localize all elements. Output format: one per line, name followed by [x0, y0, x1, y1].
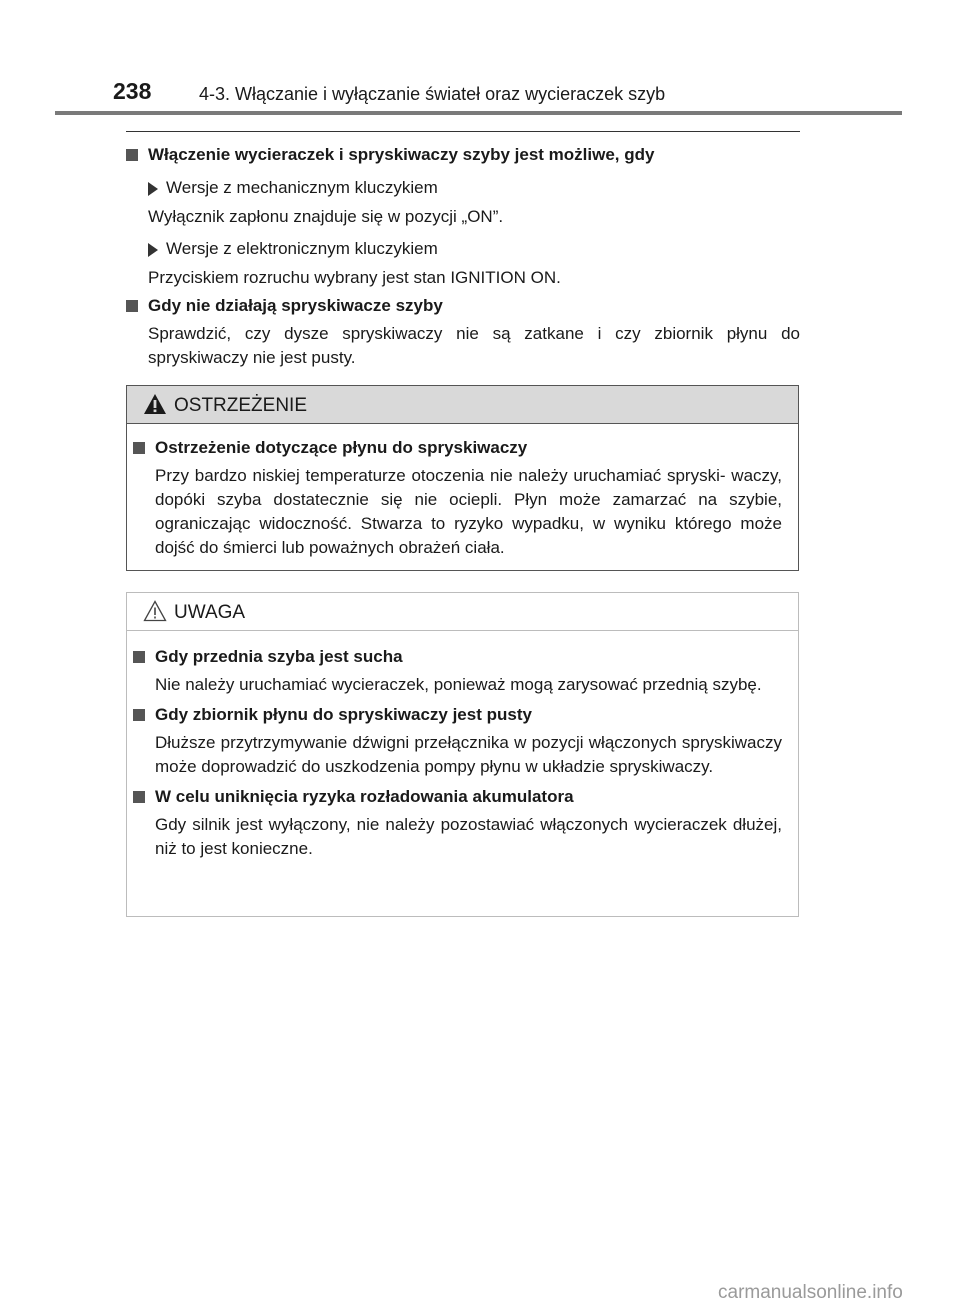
- warning-box-body: [127, 424, 798, 572]
- page-header: [0, 0, 960, 118]
- header-divider: [55, 111, 902, 115]
- paragraph: Sprawdzić, czy dysze spryskiwaczy nie są zatkane i czy zbiornik płynu do spryskiwaczy nie jest pusty.: [148, 324, 800, 367]
- chapter-title: 4-3. Włączanie i wyłączanie świateł oraz wycieraczek szyb: [199, 84, 666, 104]
- warning-heading: [133, 434, 782, 462]
- watermark: carmanualsonline.info: [718, 1282, 903, 1303]
- square-bullet-icon: [126, 300, 138, 312]
- caution-text: Gdy silnik jest wyłączony, nie należy pozostawiać włączonych wycieraczek dłużej, niż to jest konieczne.: [155, 815, 782, 858]
- paragraph: Wyłącznik zapłonu znajduje się w pozycji „ON”.: [148, 207, 504, 226]
- section-heading: [126, 292, 800, 320]
- variant-item: [126, 176, 800, 200]
- caution-heading-text: Gdy zbiornik płynu do spryskiwaczy jest pusty: [155, 705, 532, 724]
- triangle-bullet-icon: [148, 182, 158, 196]
- variant-label: Wersje z mechanicznym kluczykiem: [166, 178, 438, 197]
- warning-box-header: [127, 386, 798, 424]
- caution-text: Nie należy uruchamiać wycieraczek, ponieważ mogą zarysować przednią szybę.: [155, 675, 762, 694]
- warning-box-title: OSTRZEŻENIE: [174, 395, 308, 416]
- caution-box-body: [127, 631, 798, 873]
- square-bullet-icon: [133, 709, 145, 721]
- warning-heading-text: Ostrzeżenie dotyczące płynu do spryskiwaczy: [155, 438, 528, 457]
- caution-text: Dłuższe przytrzymywanie dźwigni przełącznika w pozycji włączonych spryskiwaczy może doprowadzić do uszkodzenia pompy płynu w układzie spryskiwaczy.: [155, 733, 782, 776]
- section-heading: [126, 141, 800, 169]
- section-heading-text: Włączenie wycieraczek i spryskiwaczy szyby jest możliwe, gdy: [148, 145, 655, 164]
- page-number: 238: [113, 78, 152, 104]
- warning-text: Przy bardzo niskiej temperaturze otoczenia nie należy uruchamiać spryski- waczy, dopóki szyba dostatecznie się nie ociepli. Płyn może zamarzać na szybie, ograniczając widoczność. Stwarza to ryzyko wypadku, w wyniku którego może dojść do śmierci lub poważnych obrażeń ciała.: [155, 466, 782, 557]
- warning-triangle-icon: [143, 393, 167, 415]
- caution-heading: [133, 783, 782, 811]
- triangle-bullet-icon: [148, 243, 158, 257]
- square-bullet-icon: [126, 149, 138, 161]
- variant-label: Wersje z elektronicznym kluczykiem: [166, 239, 438, 258]
- section-heading-text: Gdy nie działają spryskiwacze szyby: [148, 296, 443, 315]
- caution-box-title: UWAGA: [174, 602, 246, 623]
- square-bullet-icon: [133, 442, 145, 454]
- caution-heading: [133, 701, 782, 729]
- variant-item: [126, 237, 800, 261]
- main-content: [126, 141, 800, 370]
- square-bullet-icon: [133, 651, 145, 663]
- square-bullet-icon: [133, 791, 145, 803]
- caution-box-header: [127, 593, 798, 631]
- caution-triangle-icon: [143, 600, 167, 622]
- caution-heading: [133, 643, 782, 671]
- paragraph: Przyciskiem rozruchu wybrany jest stan IGNITION ON.: [148, 268, 561, 287]
- caution-heading-text: Gdy przednia szyba jest sucha: [155, 647, 403, 666]
- caution-box: [126, 592, 799, 917]
- caution-heading-text: W celu uniknięcia ryzyka rozładowania akumulatora: [155, 787, 574, 806]
- content-divider: [126, 131, 800, 132]
- warning-box: [126, 385, 799, 571]
